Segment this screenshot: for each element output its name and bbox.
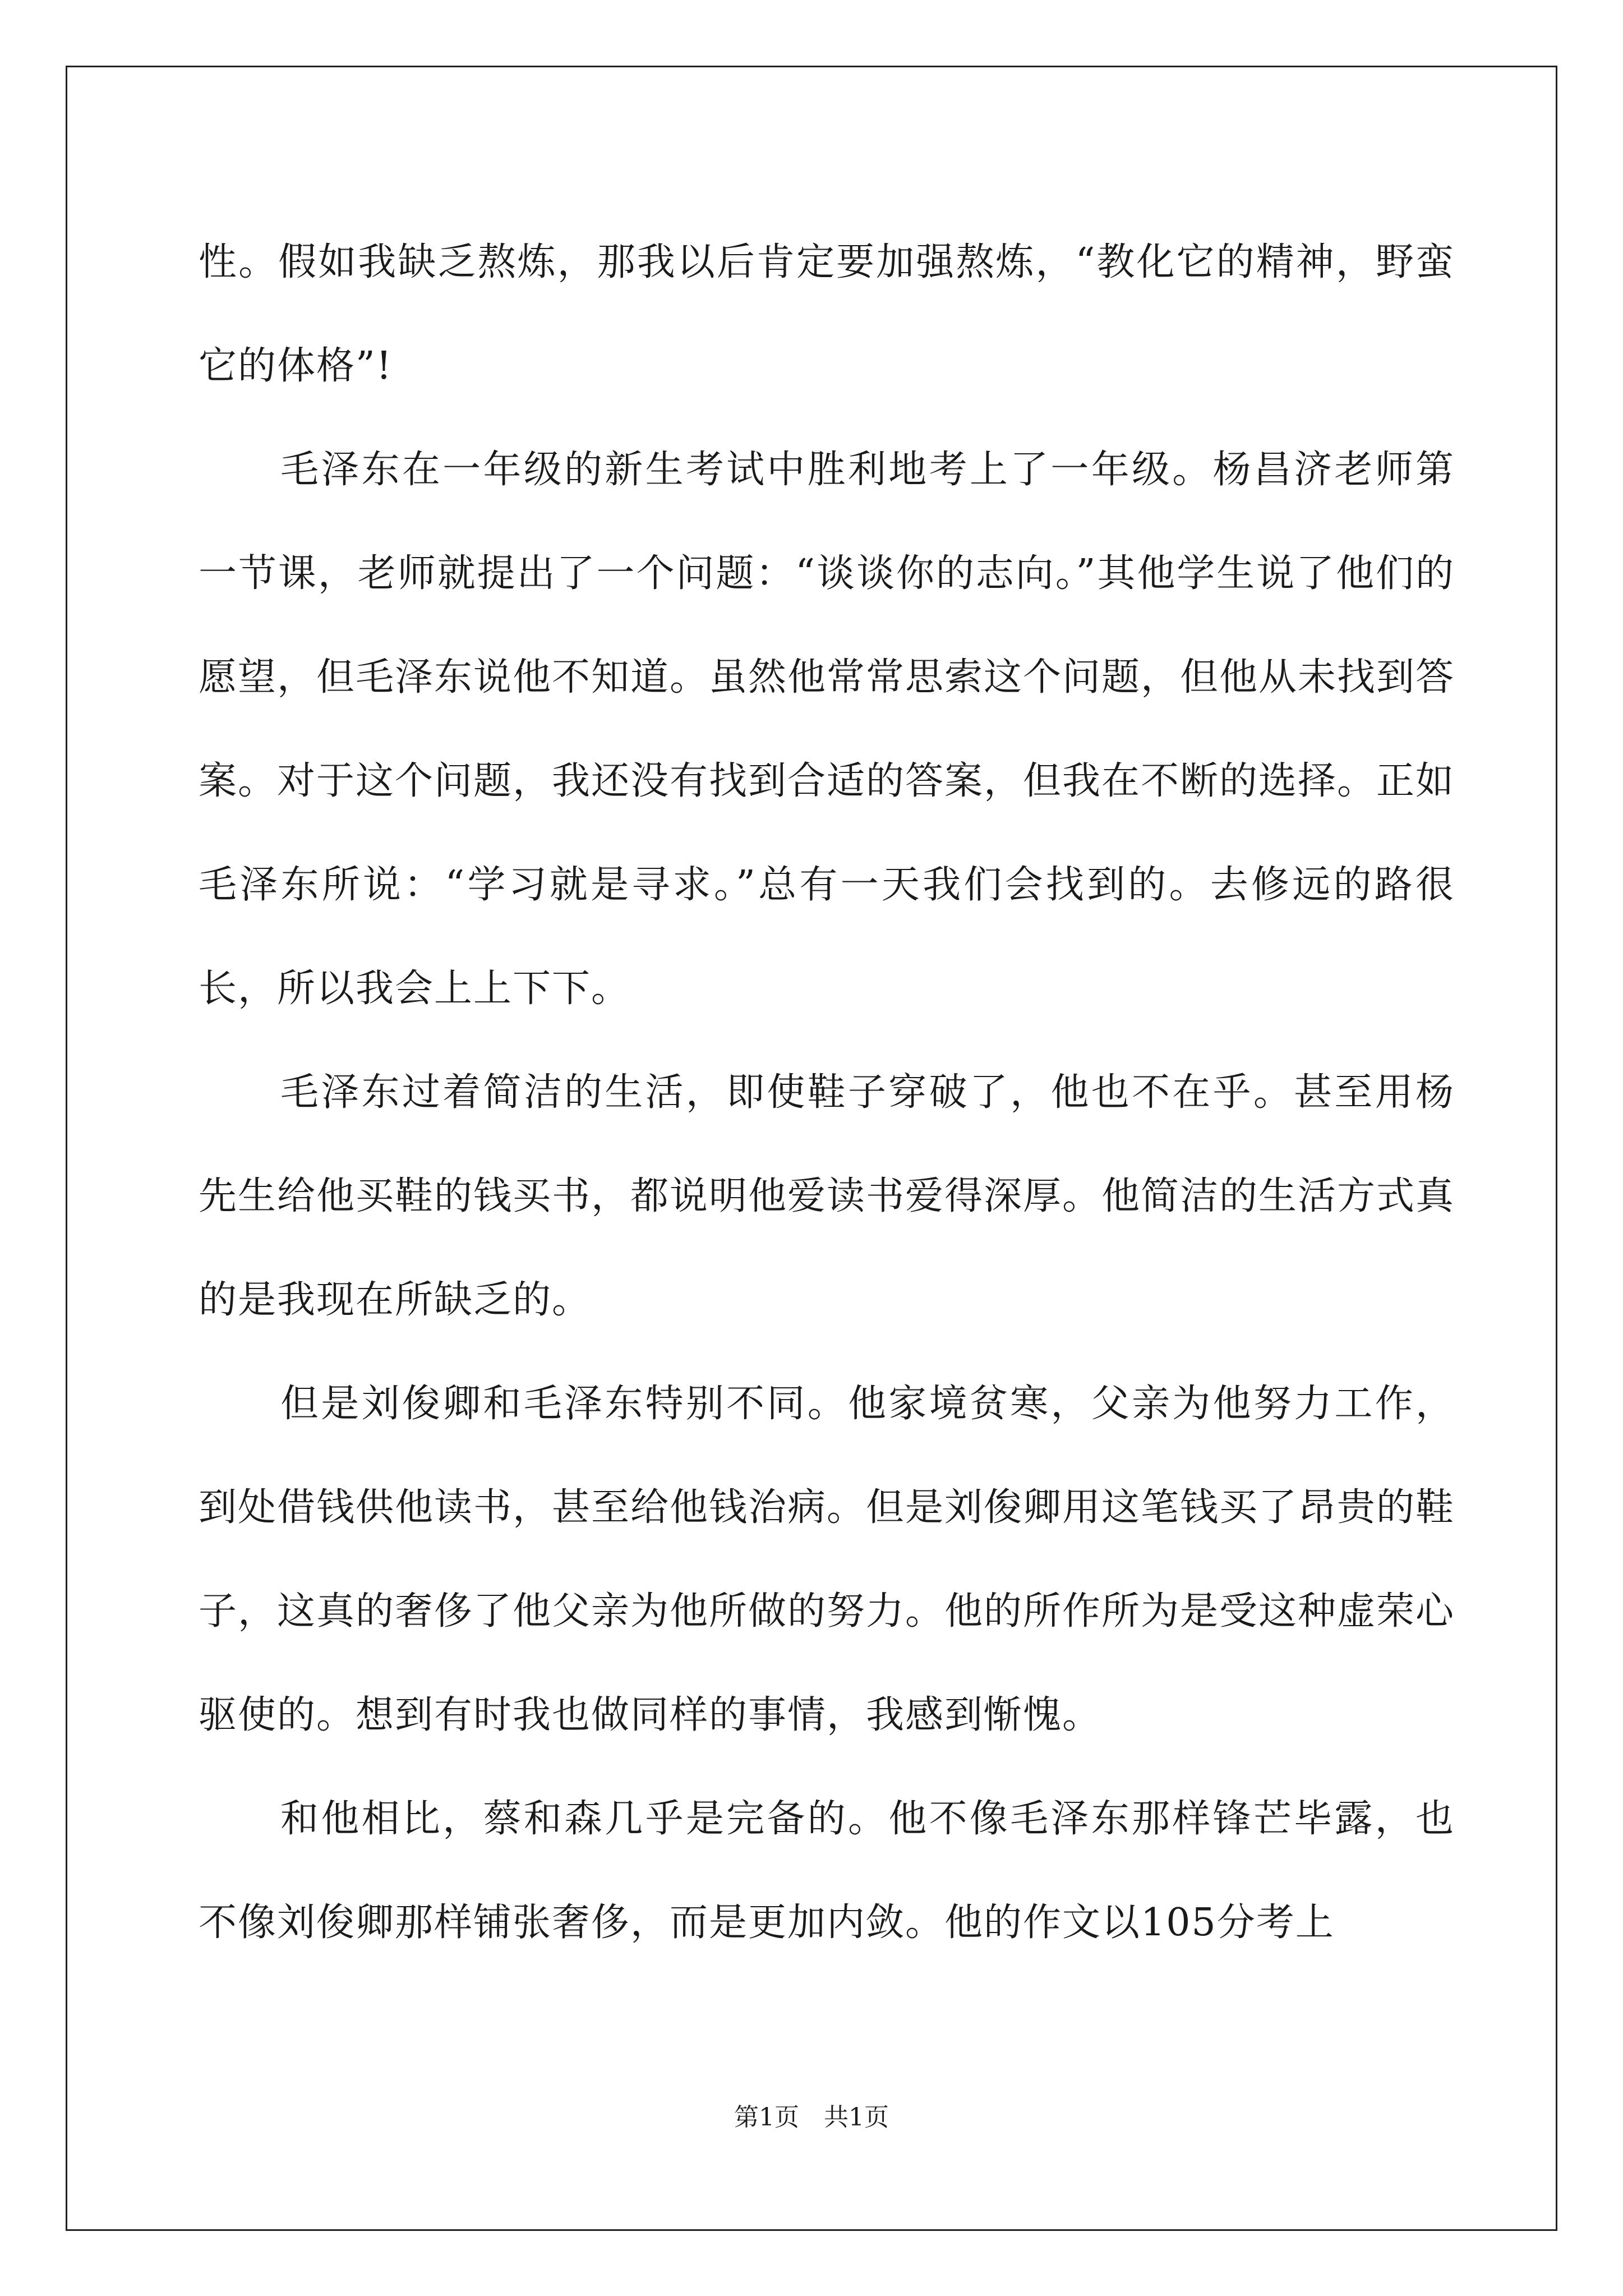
paragraph-4: 但是刘俊卿和毛泽东特别不同。他家境贫寒，父亲为他努力工作，到处借钱供他读书，甚至给他钱治病。但是刘俊卿用这笔钱买了昂贵的鞋子，这真的奢侈了他父亲为他所做的努力。他的所作所为是受这种虚荣心驱使的。想到有时我也做同样的事情，我感到惭愧。 (199, 1382, 1455, 1737)
page-footer: 第1页 共1页 (734, 2103, 889, 2132)
document-body (199, 210, 1455, 1975)
paragraph-1: 性。假如我缺乏熬炼，那我以后肯定要加强熬炼，“教化它的精神，野蛮它的体格”! (199, 240, 1455, 388)
paragraph-2: 毛泽东在一年级的新生考试中胜利地考上了一年级。杨昌济老师第一节课，老师就提出了一个问题：“谈谈你的志向。”其他学生说了他们的愿望，但毛泽东说他不知道。虽然他常常思索这个问题，但他从未找到答案。对于这个问题，我还没有找到合适的答案，但我在不断的选择。正如毛泽东所说：“学习就是寻求。”总有一天我们会找到的。去修远的路很长，所以我会上上下下。 (199, 448, 1455, 1011)
paragraph-3: 毛泽东过着简洁的生活，即使鞋子穿破了，他也不在乎。甚至用杨先生给他买鞋的钱买书，都说明他爱读书爱得深厚。他简洁的生活方式真的是我现在所缺乏的。 (199, 1070, 1455, 1322)
paragraph-5: 和他相比，蔡和森几乎是完备的。他不像毛泽东那样锋芒毕露，也不像刘俊卿那样铺张奢侈，而是更加内敛。他的作文以105分考上 (199, 1797, 1455, 1945)
